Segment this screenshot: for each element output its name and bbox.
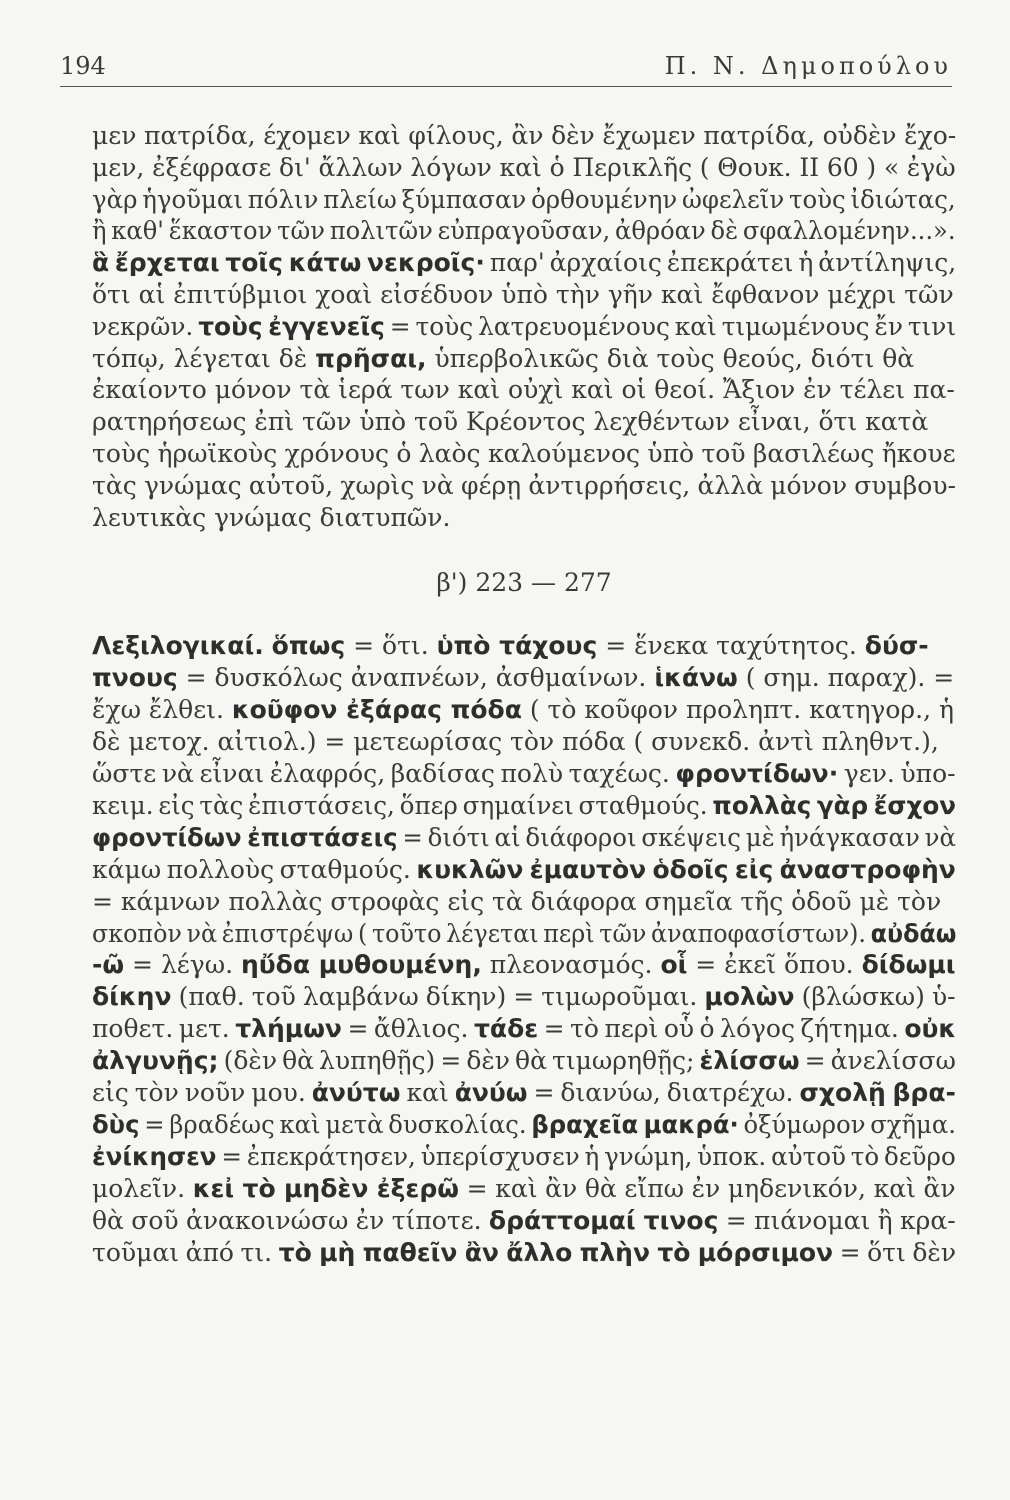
lemma-term: κοῦφον ἐξάρας πόδα	[231, 695, 522, 725]
lemma-term: πνους	[92, 663, 178, 693]
lemma-term: ἃ ἔρχεται τοῖς κάτω νεκροῖς·	[92, 248, 485, 278]
page-number: 194	[60, 52, 106, 80]
lemma-term: τάδε	[473, 1014, 539, 1044]
page-body	[92, 120, 956, 1268]
text-run: ἔχω ἔλθει.	[92, 695, 232, 725]
text-run: = ὅτι.	[345, 631, 437, 661]
text-line	[92, 790, 957, 822]
lemma-term: σχολῇ βρα-	[799, 1078, 956, 1108]
text-line	[92, 152, 956, 184]
commentary-paragraph	[92, 120, 956, 533]
text-run: ὅτι αἱ ἐπιτύβμιοι χοαὶ εἰσέδυον ὑπὸ τὴν γῆν καὶ ἔφθανον μέχρι τῶν	[92, 279, 954, 309]
text-run: ἢ καθ' ἕκαστον τῶν πολιτῶν εὐπραγοῦσαν, ἀθρόαν δὲ σφαλλομένην...».	[92, 216, 956, 246]
text-line	[92, 1013, 956, 1045]
text-line	[92, 1077, 956, 1109]
text-line	[92, 311, 957, 343]
text-line	[92, 438, 956, 470]
lemma-term: δίδωμι	[861, 950, 956, 980]
lemma-term: δὺς	[92, 1109, 140, 1139]
text-run: ποθετ. μετ.	[92, 1014, 236, 1044]
text-run: = βραδέως καὶ μετὰ δυσκολίας.	[139, 1109, 532, 1139]
text-run: ὥστε νὰ εἶναι ἐλαφρός, βαδίσας πολὺ ταχέως.	[92, 758, 676, 788]
text-run: ὀξύμωρον σχῆμα.	[738, 1109, 956, 1139]
text-run: = ἀνελίσσω	[799, 1046, 956, 1076]
text-run: δὲ μετοχ. αἰτιολ.) = μετεωρίσας τὸν πόδα ( συνεκδ. ἀντὶ πληθντ.),	[92, 727, 939, 757]
text-line	[92, 1141, 956, 1173]
lemma-term: αὐδάω	[870, 918, 957, 948]
text-run: πλεονασμός.	[481, 950, 661, 980]
text-line	[92, 374, 956, 406]
text-run: μεν πατρίδα, έχομεν καὶ φίλους, ἂν δὲν ἔχωμεν πατρίδα, οὐδὲν ἔχο-	[92, 121, 957, 150]
text-line	[92, 981, 956, 1013]
text-line	[92, 343, 956, 375]
text-run: = λέγω.	[124, 950, 241, 980]
text-run: τοῦμαι ἀπό τι.	[92, 1237, 279, 1267]
text-line	[92, 854, 956, 886]
lemma-term: φροντίδων·	[675, 758, 839, 788]
lemma-term: οἷ	[660, 950, 688, 980]
text-run: ἐκαίοντο μόνον τὰ ἱερά των καὶ οὐχὶ καὶ οἱ θεοί. Ἄξιον ἐν τέλει πα-	[92, 375, 955, 405]
text-line	[92, 886, 956, 918]
text-run: τοὺς ἡρωϊκοὺς χρόνους ὁ λαὸς καλούμενος ὑπὸ τοῦ βασιλέως ἤκουε	[92, 438, 956, 468]
lemma-term: ἑλίσσω	[699, 1046, 800, 1076]
lemma-term: φροντίδων ἐπιστάσεις	[92, 822, 398, 852]
lemma-term: δίκην	[92, 982, 172, 1012]
text-run: = καὶ ἂν θὰ εἴπω ἐν μηδενικόν, καὶ ἂν	[458, 1173, 956, 1203]
text-run: εἰς τὸν νοῦν μου.	[92, 1078, 312, 1108]
text-run	[264, 631, 272, 660]
text-line	[92, 949, 956, 981]
text-line	[92, 279, 956, 311]
text-run: = δυσκόλως ἀναπνέων, ἀσθμαίνων.	[177, 663, 655, 693]
lemma-term: πολλὰς γὰρ ἔσχον	[712, 790, 957, 820]
lemma-term: κεἰ τὸ μηδὲν ἐξερῶ	[192, 1173, 459, 1203]
lemma-term: βραχεῖα μακρά·	[531, 1109, 739, 1139]
text-run: τὰς γνώμας αὐτοῦ, χωρὶς νὰ φέρῃ ἀντιρρήσεις, ἀλλὰ μόνον συμβου-	[92, 470, 956, 500]
text-run: ( σημ. παραχ). =	[737, 663, 955, 693]
lemma-term: τλήμων	[235, 1014, 342, 1044]
lemma-term: ἐνίκησεν	[92, 1141, 217, 1171]
text-run: = πιάνομαι ἢ κρα-	[718, 1205, 956, 1235]
text-run: τόπῳ, λέγεται δὲ	[92, 343, 316, 373]
text-run: = ἐκεῖ ὅπου.	[687, 950, 862, 980]
text-line	[92, 1045, 956, 1077]
text-run: ( τὸ κοῦφον προληπτ. κατηγορ., ἡ	[521, 695, 954, 725]
text-line	[92, 630, 956, 662]
text-run: = διότι αἱ διάφοροι σκέψεις μὲ ἠνάγκασαν νὰ	[397, 822, 956, 852]
text-run: = ὅτι δὲν	[833, 1237, 957, 1267]
text-run: = τὸ περὶ οὗ ὁ λόγος ζήτημα.	[538, 1014, 905, 1044]
lemma-term: Λεξιλογικαί.	[92, 631, 264, 661]
lemma-term: δράττομαί τινος	[488, 1205, 719, 1235]
lemma-term: μολὼν	[704, 982, 795, 1012]
text-line	[92, 694, 956, 726]
text-run: (παθ. τοῦ λαμβάνω δίκην) = τιμωροῦμαι.	[171, 982, 705, 1012]
text-run: = ἕνεκα ταχύτητος.	[597, 631, 865, 661]
lemma-term: -ῶ	[92, 950, 125, 980]
text-run: = ἄθλιος.	[341, 1014, 474, 1044]
text-run: παρ' ἀρχαίοις ἐπεκράτει ἡ ἀντίληψις,	[484, 248, 957, 278]
lemma-term: δύσ-	[864, 631, 929, 661]
text-run: ὑπερβολικῶς διὰ τοὺς θεούς, διότι θὰ	[426, 343, 915, 373]
text-run: ρατηρήσεως ἐπὶ τῶν ὑπὸ τοῦ Κρέοντος λεχθέντων εἶναι, ὅτι κατὰ	[92, 407, 929, 437]
section-heading: β') 223 — 277	[436, 568, 612, 598]
text-line	[92, 758, 956, 790]
text-line	[92, 662, 956, 694]
text-run: = ἐπεκράτησεν, ὑπερίσχυσεν ἡ γνώμη, ὑποκ. αὐτοῦ τὸ δεῦρο	[216, 1141, 956, 1171]
text-run: σκοπὸν νὰ ἐπιστρέψω ( τοῦτο λέγεται περὶ τῶν ἀναποφασίστων).	[92, 918, 871, 948]
lemma-term: τὸ μὴ παθεῖν ἂν ἄλλο πλὴν τὸ μόρσιμον	[278, 1237, 834, 1267]
text-line	[92, 1205, 956, 1237]
text-run: = τοὺς λατρευομένους καὶ τιμωμένους ἔν τινι	[384, 311, 957, 341]
text-run: = κάμνων πολλὰς στροφὰς εἰς τὰ διάφορα σημεῖα τῆς ὁδοῦ μὲ τὸν	[92, 886, 942, 916]
text-run: κάμω πολλοὺς σταθμούς.	[92, 854, 417, 884]
lemma-term: ὅπως	[271, 631, 346, 661]
text-run: λευτικὰς γνώμας διατυπῶν.	[92, 502, 451, 532]
text-line	[92, 1173, 956, 1205]
text-run: μολεῖν.	[92, 1173, 193, 1203]
text-run: γεν. ὑπο-	[838, 758, 956, 788]
text-line	[92, 215, 956, 247]
page-header	[60, 46, 952, 87]
lemma-term: ἀλγυνῇς;	[92, 1046, 219, 1076]
text-run: νεκρῶν.	[92, 311, 199, 341]
text-line	[92, 1109, 956, 1141]
lemma-term: τοὺς ἐγγενεῖς	[198, 311, 385, 341]
lemma-term: ἱκάνω	[654, 663, 738, 693]
text-line	[92, 406, 956, 438]
running-head: Π. Ν. Δημοπούλου	[664, 52, 952, 80]
text-line	[92, 247, 956, 279]
text-run: θὰ σοῦ ἀνακοινώσω ἐν τίποτε.	[92, 1205, 489, 1235]
text-run: (δὲν θὰ λυπηθῇς) = δὲν θὰ τιμωρηθῇς;	[218, 1046, 700, 1076]
text-line	[92, 918, 957, 950]
text-line	[92, 822, 956, 854]
text-run: καὶ	[400, 1078, 455, 1108]
lemma-term: ηὔδα μυθουμένη,	[240, 950, 482, 980]
text-line	[92, 470, 956, 502]
lemma-term: οὐκ	[904, 1014, 957, 1044]
lemma-term: πρῆσαι,	[315, 343, 427, 373]
text-line	[92, 502, 956, 534]
text-run: = διανύω, διατρέχω.	[527, 1078, 800, 1108]
text-line	[92, 726, 956, 758]
text-run: μεν, ἐξέφρασε δι' ἄλλων λόγων καὶ ὁ Περικλῆς ( Θουκ. II 60 ) « ἐγὼ	[92, 152, 956, 182]
text-line	[92, 184, 956, 216]
lemma-term: ἀνύω	[454, 1078, 528, 1108]
text-line	[92, 1237, 956, 1269]
text-run: γὰρ ἡγοῦμαι πόλιν πλείω ξύμπασαν ὀρθουμένην ὠφελεῖν τοὺς ἰδιώτας,	[92, 184, 956, 214]
text-run: (βλώσκω) ὑ-	[794, 982, 956, 1012]
text-run: κειμ. εἰς τὰς ἐπιστάσεις, ὅπερ σημαίνει σταθμούς.	[92, 790, 713, 820]
lemma-term: ὑπὸ τάχους	[436, 631, 598, 661]
lemma-term: ἀνύτω	[311, 1078, 401, 1108]
lemma-term: κυκλῶν ἐμαυτὸν ὁδοῖς εἰς ἀναστροφὴν	[416, 854, 956, 884]
text-line	[92, 120, 956, 152]
vocabulary-paragraph	[92, 630, 956, 1268]
